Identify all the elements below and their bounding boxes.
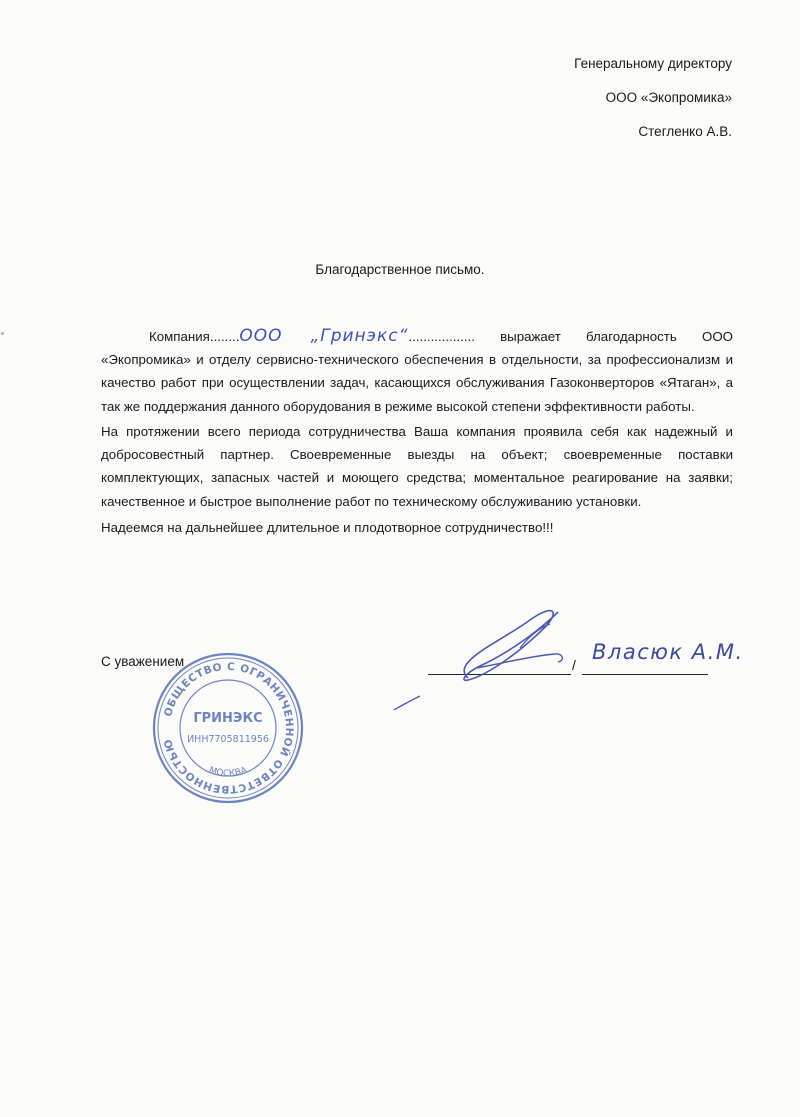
addressee-block [574, 56, 732, 158]
company-prefix: Компания [149, 329, 210, 344]
closing-regards: С уважением [101, 654, 185, 669]
paragraph-hope: Надеемся на дальнейшее длительное и плодотворное сотрудничество!!! [101, 520, 554, 535]
addressee-name: Стегленко А.В. [638, 124, 732, 139]
signer-name-handwritten: Власюк А.М. [592, 640, 744, 664]
gratitude-text: выражает благодарность ООО «Экопромика» и отделу сервисно-технического обеспечения в отдельности, за профессионализм и качество работ при осуществлении задач, касающихся обслуживания Газоконверторов «Ятаган», а так же поддержания данного оборудования в режиме высокой степени эффективности работы. [101, 329, 734, 414]
company-stamp [150, 650, 306, 806]
paragraph-gratitude [101, 325, 733, 418]
name-line [582, 674, 708, 675]
paragraph-partnership: На протяжении всего периода сотрудничества Ваша компания проявила себя как надежный и добросовестный партнер. Своевременные выезды на объект; своевременные поставки комплектующих, запасных частей и моющего средства; моментальное реагирование на заявки; качественное и быстрое выполнение работ по техническому обслуживанию установки. [101, 424, 733, 509]
addressee-position: Генеральному директору [574, 56, 732, 71]
company-name-handwritten: ООО „Гринэкс“ [239, 326, 409, 346]
fill-dots-right: .................. [408, 329, 475, 344]
stamp-outer-text: ОБЩЕСТВО С ОГРАНИЧЕННОЙ ОТВЕТСТВЕННОСТЬЮ [161, 660, 296, 796]
handwritten-signature [380, 590, 600, 720]
letter-title: Благодарственное письмо. [315, 262, 485, 277]
addressee-company: ООО «Экопромика» [605, 90, 732, 105]
scan-speck [1, 332, 4, 335]
signature-slash: / [572, 657, 576, 673]
svg-text:МОСКВА [208, 765, 250, 779]
stamp-inn: ИНН7705811956 [187, 734, 269, 745]
stamp-company: ГРИНЭКС [193, 711, 263, 726]
stamp-city: МОСКВА [207, 765, 249, 780]
fill-dots-left: ........ [209, 329, 240, 344]
